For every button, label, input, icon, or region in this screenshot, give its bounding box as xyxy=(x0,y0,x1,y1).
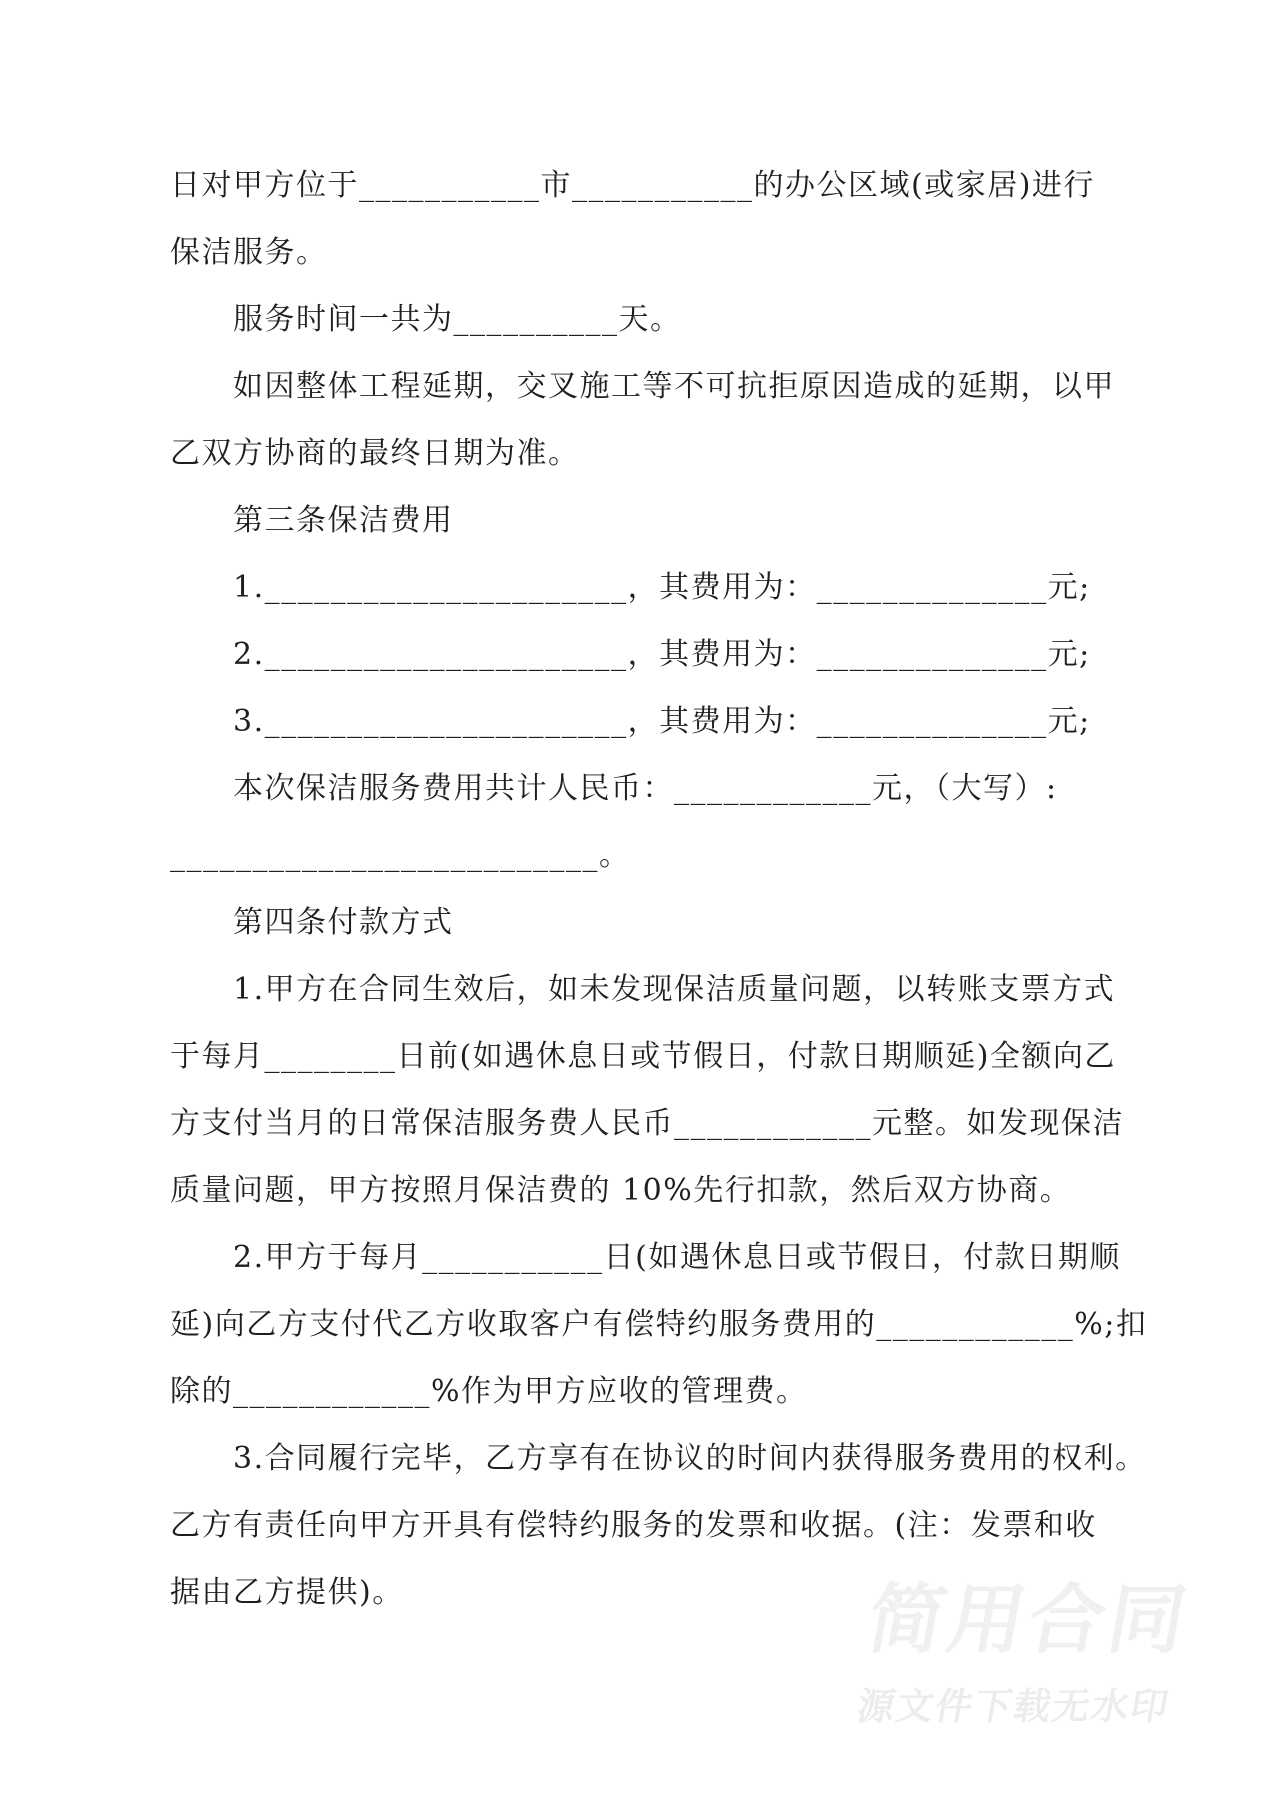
document-line: 据由乙方提供)。 xyxy=(170,1575,404,1610)
fee-item-3: 3.______________________，其费用为：______________元; xyxy=(170,704,1091,739)
amount-in-words-blank: __________________________。 xyxy=(170,838,631,873)
fee-item-2: 2.______________________，其费用为：______________元; xyxy=(170,637,1091,672)
document-line: 服务时间一共为__________天。 xyxy=(170,302,682,337)
contract-body xyxy=(170,152,1160,1626)
document-line: 日对甲方位于___________市___________的办公区域(或家居)进行 xyxy=(170,168,1095,203)
fee-item-1: 1.______________________，其费用为：______________元; xyxy=(170,570,1091,605)
document-line: 延)向乙方支付代乙方收取客户有偿特约服务费用的____________%;扣 xyxy=(170,1307,1148,1342)
document-line: 乙方有责任向甲方开具有偿特约服务的发票和收据。(注：发票和收 xyxy=(170,1508,1097,1543)
document-line: 乙双方协商的最终日期为准。 xyxy=(170,436,580,471)
section-heading-payment-method: 第四条付款方式 xyxy=(170,905,454,940)
document-line: 本次保洁服务费用共计人民币：____________元，（大写）: xyxy=(170,771,1058,806)
payment-item-2: 2.甲方于每月___________日(如遇休息日或节假日，付款日期顺 xyxy=(170,1240,1121,1275)
payment-item-3: 3.合同履行完毕，乙方享有在协议的时间内获得服务费用的权利。 xyxy=(170,1441,1147,1476)
document-line: 质量问题，甲方按照月保洁费的 10%先行扣款，然后双方协商。 xyxy=(170,1173,1072,1208)
document-line: 保洁服务。 xyxy=(170,235,328,270)
payment-item-1: 1.甲方在合同生效后，如未发现保洁质量问题，以转账支票方式 xyxy=(170,972,1116,1007)
watermark-title: 简用合同 xyxy=(861,1575,1197,1664)
watermark-subtitle: 源文件下载无水印 xyxy=(853,1684,1174,1728)
document-line: 如因整体工程延期，交叉施工等不可抗拒原因造成的延期，以甲 xyxy=(170,369,1115,404)
document-line: 除的____________%作为甲方应收的管理费。 xyxy=(170,1374,808,1409)
document-line: 于每月________日前(如遇休息日或节假日，付款日期顺延)全额向乙 xyxy=(170,1039,1116,1074)
document-line: 方支付当月的日常保洁服务费人民币____________元整。如发现保洁 xyxy=(170,1106,1124,1141)
section-heading-cleaning-fee: 第三条保洁费用 xyxy=(170,503,454,538)
